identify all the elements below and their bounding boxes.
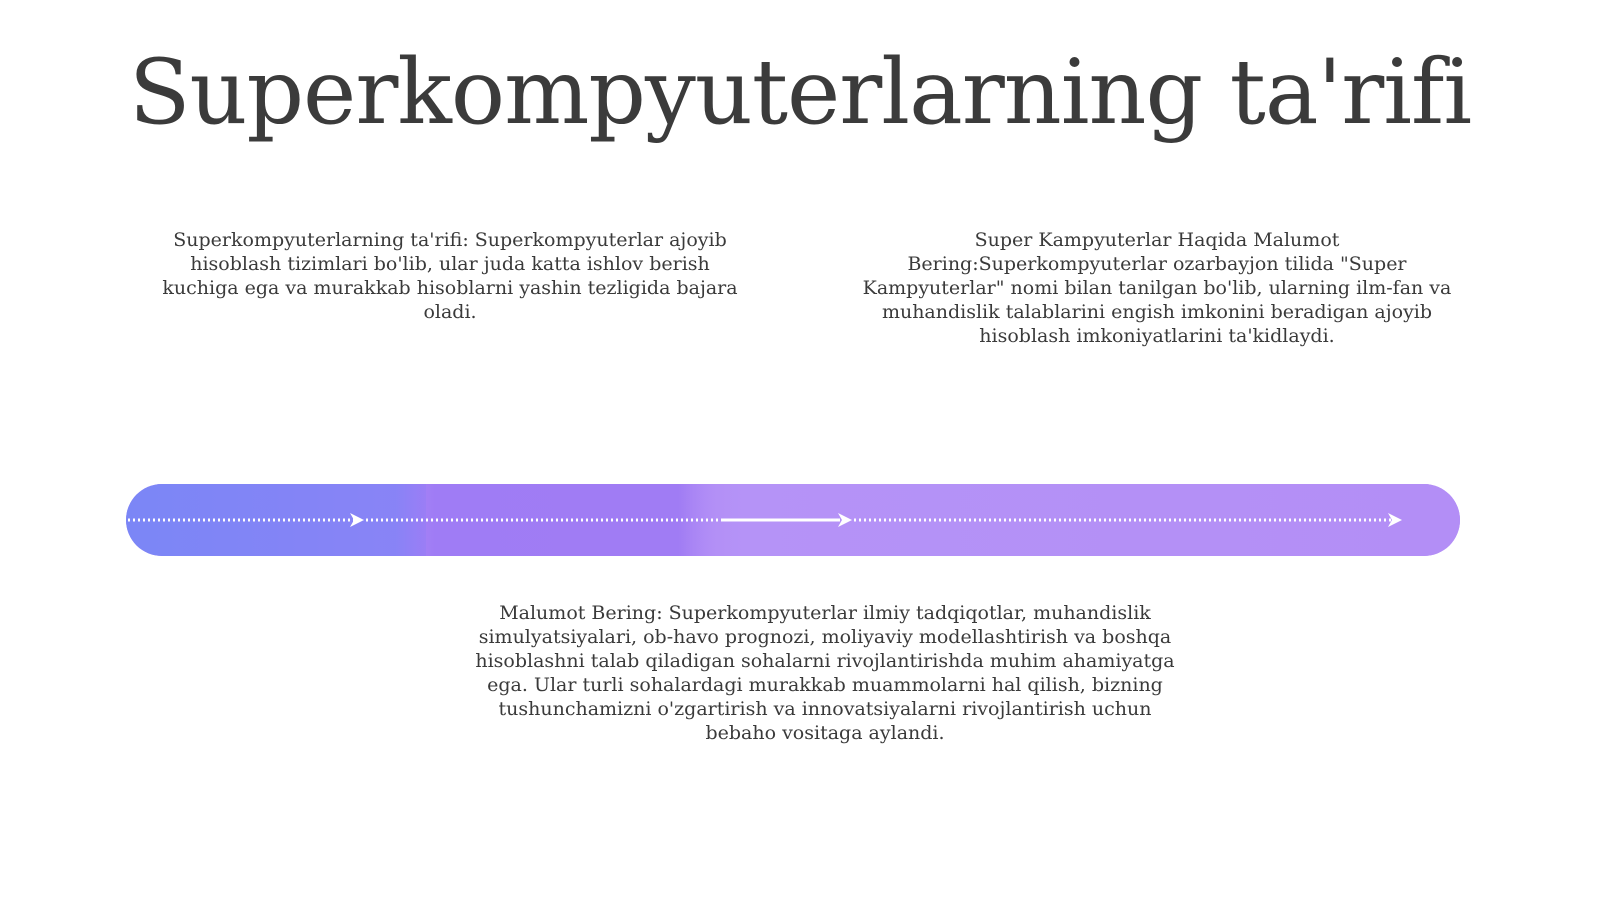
arrow-right-icon (838, 513, 852, 527)
arrow-right-icon (350, 513, 364, 527)
text-block-definition: Superkompyuterlarning ta'rifi: Superkompyuterlar ajoyib hisoblash tizimlari bo'lib, ular juda katta ishlov berish kuchiga ega va murakkab hisoblarni yashin tezligida bajara oladi. (162, 229, 738, 323)
text-block-details: Malumot Bering: Superkompyuterlar ilmiy tadqiqotlar, muhandislik simulyatsiyalari, ob-havo prognozi, moliyaviy modellashtirish va boshqa hisoblashni talab qiladigan sohalarni rivojlantirishda muhim ahamiyatga ega. Ular turli sohalardagi murakkab muammolarni hal qilish, bizning tushunchamizni o'zgartirish va innovatsiyalarni rivojlantirish uchun bebaho vositaga aylandi. (475, 602, 1175, 744)
timeline-arrows (126, 484, 1460, 556)
text-block-info: Super Kampyuterlar Haqida Malumot Bering:Superkompyuterlar ozarbayjon tilida "Super Kampyuterlar" nomi bilan tanilgan bo'lib, ularning ilm-fan va muhandislik talablarini engish imkonini beradigan ajoyib hisoblash imkoniyatlarini ta'kidlaydi. (862, 229, 1452, 347)
slide-title: Superkompyuterlarning ta'rifi (128, 40, 1472, 145)
timeline-bar (126, 484, 1460, 556)
